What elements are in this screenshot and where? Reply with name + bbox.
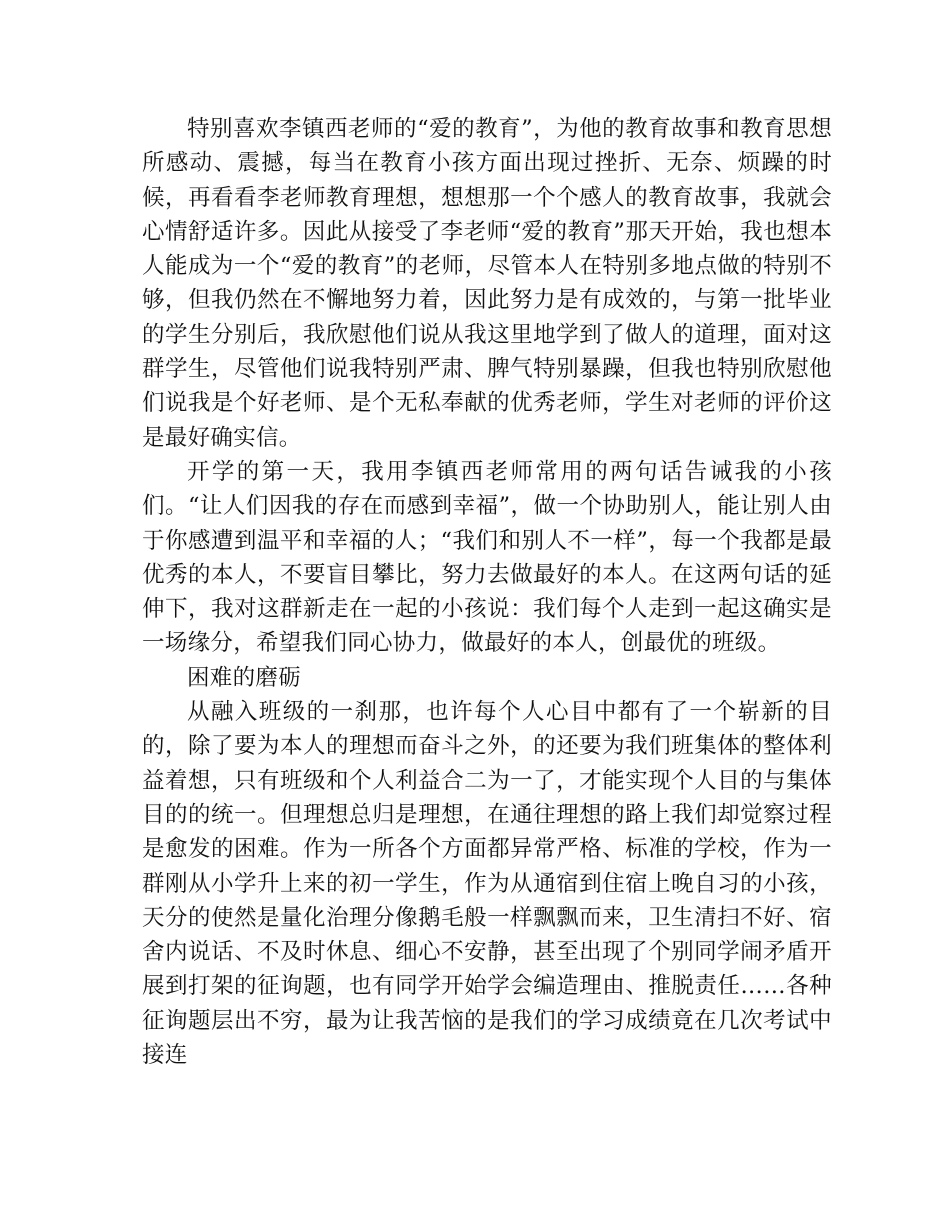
section-heading: 困难的磨砺 [187, 664, 302, 691]
paragraph-first-day: 开学的第一天，我用李镇西老师常用的两句话告诫我的小孩们。“让人们因我的存在而感到幸福”，做一个协助别人，能让别人由于你感遭到温平和幸福的人；“我们和别人不一样”，每一个我都是最优秀的本人，不要盲目攀比，努力去做最好的本人。在这两句话的延伸下，我对这群新走在一起的小孩说：我们每个人走到一起这确实是一场缘分，希望我们同心协力，做最好的本人，创最优的班级。 [142, 458, 832, 657]
document-page [142, 112, 832, 1072]
paragraph-love-education: 特别喜欢李镇西老师的“爱的教育”，为他的教育故事和教育思想所感动、震撼，每当在教育小孩方面出现过挫折、无奈、烦躁的时候，再看看李老师教育理想，想想那一个个感人的教育故事，我就会心情舒适许多。因此从接受了李老师“爱的教育”那天开始，我也想本人能成为一个“爱的教育”的老师，尽管本人在特别多地点做的特别不够，但我仍然在不懈地努力着，因此努力是有成效的，与第一批毕业的学生分别后，我欣慰他们说从我这里地学到了做人的道理，面对这群学生，尽管他们说我特别严肃、脾气特别暴躁，但我也特别欣慰他们说我是个好老师、是个无私奉献的优秀老师，学生对老师的评价这是最好确实信。 [142, 116, 832, 451]
paragraph-difficulties: 从融入班级的一刹那，也许每个人心目中都有了一个崭新的目的，除了要为本人的理想而奋斗之外，的还要为我们班集体的整体利益着想，只有班级和个人利益合二为一了，才能实现个人目的与集体目的的统一。但理想总归是理想，在通往理想的路上我们却觉察过程是愈发的困难。作为一所各个方面都异常严格、标准的学校，作为一群刚从小学升上来的初一学生，作为从通宿到住宿上晚自习的小孩，天分的使然是量化治理分像鹅毛般一样飘飘而来，卫生清扫不好、宿舍内说话、不及时休息、细心不安静，甚至出现了个别同学闹矛盾开展到打架的征询题，也有同学开始学会编造理由、推脱责任……各种征询题层出不穷，最为让我苦恼的是我们的学习成绩竟在几次考试中接连 [142, 699, 832, 1069]
